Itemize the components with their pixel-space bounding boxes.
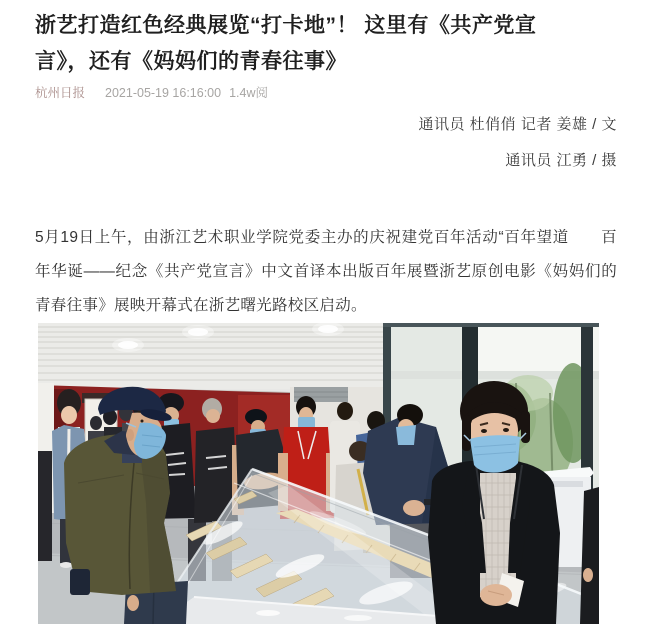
person-dark-left-edge (38, 451, 52, 561)
byline-text-credit: 通讯员 杜俏俏 记者 姜雄 / 文 (418, 116, 617, 133)
article-paragraph: 5月19日上午，由浙江艺术职业学院党委主办的庆祝建党百年活动“百年望道 百年华诞——纪念《共产党宣言》中文首译本出版百年展暨浙艺原创电影《妈妈们的青春往事》展映开幕式在浙艺曙光路校区启动。 (35, 229, 617, 314)
read-count: 1.4w阅 (229, 86, 268, 100)
dark-handbag (70, 569, 90, 595)
article-meta (35, 86, 620, 101)
source-name[interactable]: 杭州日报 (35, 86, 86, 100)
article-photo[interactable] (38, 323, 599, 624)
article-title: 浙艺打造红色经典展览“打卡地”！ 这里有《共产党宣言》，还有《妈妈们的青春往事》 (35, 14, 537, 73)
publish-time: 2021-05-19 16:16:00 (105, 86, 222, 100)
byline-block (35, 117, 617, 169)
exhibition-photo-illustration (38, 323, 599, 624)
byline-photo-credit: 通讯员 江勇 / 摄 (505, 152, 617, 169)
